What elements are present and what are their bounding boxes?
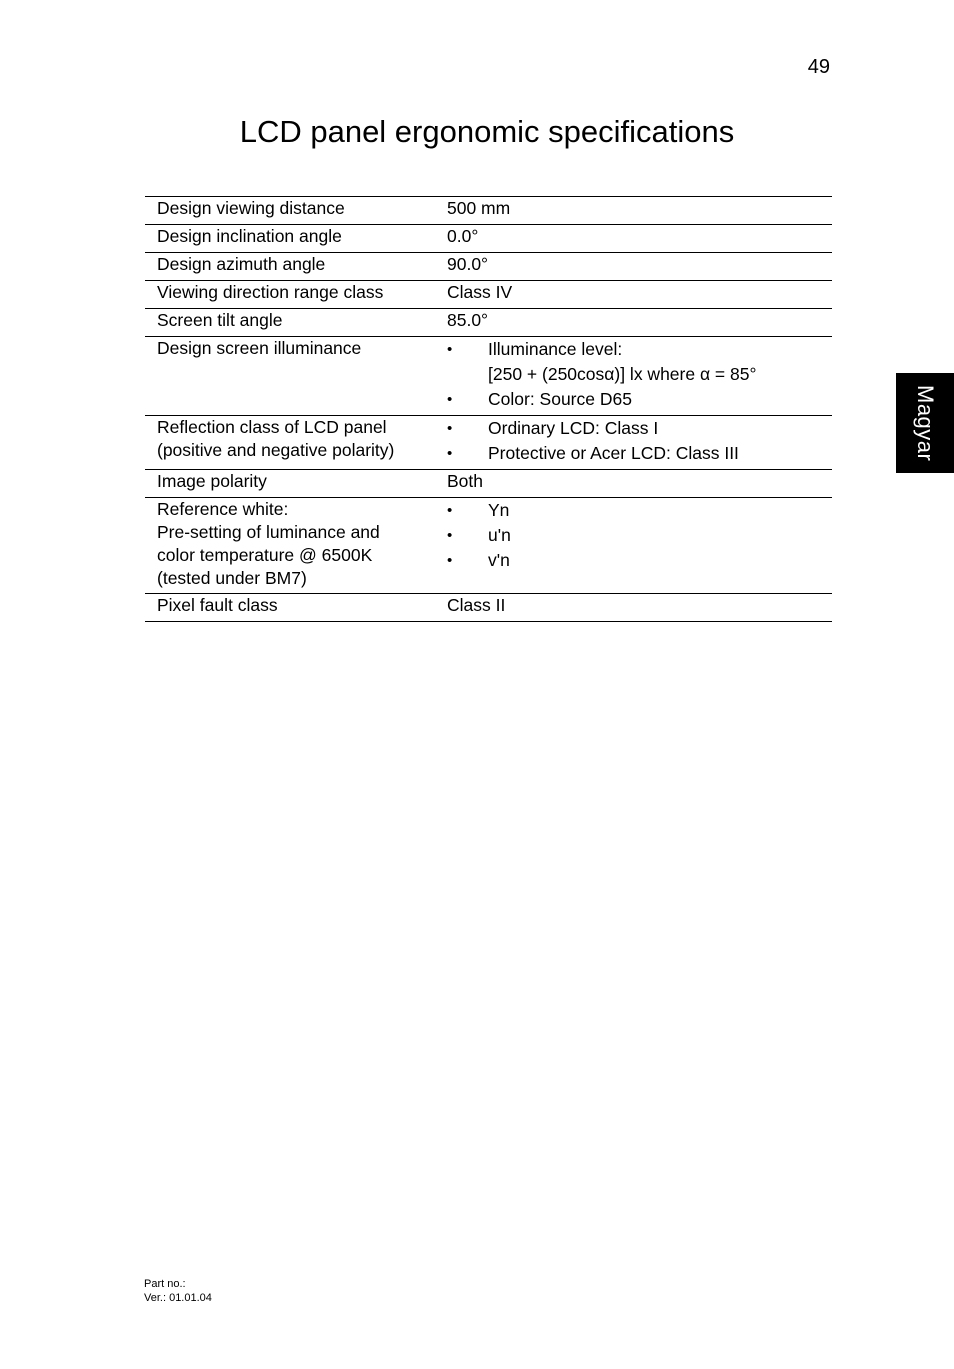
spec-table [145, 196, 832, 622]
table-row [145, 253, 832, 281]
spec-label-line: (tested under BM7) [157, 568, 307, 588]
spec-label-line: (positive and negative polarity) [157, 440, 395, 460]
table-row [145, 225, 832, 253]
spec-value [447, 337, 832, 416]
table-row [145, 281, 832, 309]
list-item: • v'n [447, 548, 832, 573]
spec-label: Design inclination angle [157, 226, 342, 246]
spec-label-line: Reflection class of LCD panel [157, 417, 387, 437]
spec-label: Pixel fault class [157, 595, 278, 615]
spec-label [145, 498, 447, 594]
table-row [145, 416, 832, 470]
spec-label: Viewing direction range class [157, 282, 384, 302]
spec-value: Class II [447, 595, 506, 615]
list-item: • u'n [447, 523, 832, 548]
spec-label: Screen tilt angle [157, 310, 283, 330]
list-item [447, 337, 832, 387]
bullet-list [447, 498, 832, 573]
table-row [145, 470, 832, 498]
table-row [145, 197, 832, 225]
list-item-text: [250 + (250cosα)] lx where α = 85° [488, 364, 757, 384]
list-item: • Protective or Acer LCD: Class III [447, 441, 832, 466]
list-item-text: • Illuminance level: [488, 339, 623, 359]
table-row [145, 594, 832, 622]
bullet-list [447, 416, 832, 466]
spec-label [145, 416, 447, 470]
list-item-text: • Color: Source D65 [488, 389, 632, 409]
spec-label-line: Pre-setting of luminance and [157, 522, 380, 542]
spec-label: Design azimuth angle [157, 254, 326, 274]
spec-value: 0.0° [447, 226, 479, 246]
language-tab-label: Magyar [913, 384, 938, 462]
page-number: 49 [807, 56, 830, 78]
page-title: LCD panel ergonomic specifications [239, 114, 735, 149]
spec-value [447, 498, 832, 594]
spec-value: Class IV [447, 282, 513, 302]
spec-value: 85.0° [447, 310, 489, 330]
footer-version: Ver.: 01.01.04 [144, 1292, 212, 1304]
list-item: • Yn [447, 498, 832, 523]
spec-value: 500 mm [447, 198, 511, 218]
spec-label: Design screen illuminance [157, 338, 362, 358]
spec-label: Design viewing distance [157, 198, 345, 218]
spec-value: 90.0° [447, 254, 489, 274]
footer [144, 1277, 212, 1305]
spec-label-line: Reference white: [157, 499, 289, 519]
list-item [447, 387, 832, 412]
table-row [145, 498, 832, 594]
spec-label: Image polarity [157, 471, 267, 491]
footer-part-number: Part no.: [144, 1278, 186, 1290]
list-item: • Ordinary LCD: Class I [447, 416, 832, 441]
spec-value [447, 416, 832, 470]
spec-value: Both [447, 471, 483, 491]
spec-label-line: color temperature @ 6500K [157, 545, 373, 565]
bullet-list [447, 337, 832, 412]
table-row [145, 337, 832, 416]
language-tab [896, 373, 954, 473]
table-row [145, 309, 832, 337]
